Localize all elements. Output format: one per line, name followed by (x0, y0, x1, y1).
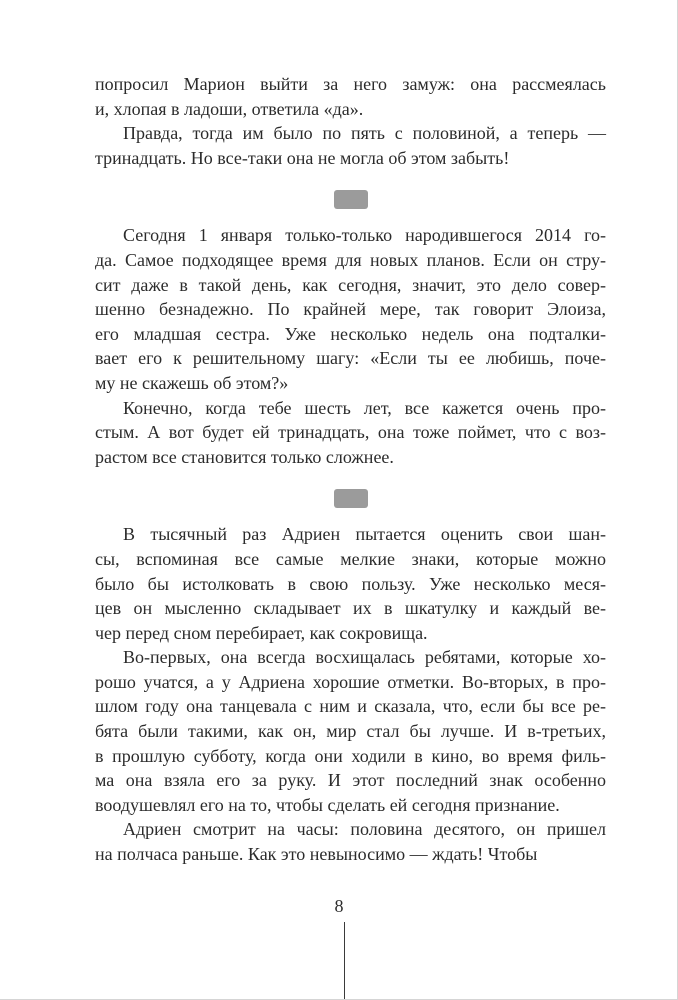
text-line: на полчаса раньше. Как это невыносимо — ждать! Чтобы (95, 844, 538, 865)
text-line: в прошлую субботу, когда они ходили в кино, во время филь- (95, 745, 606, 766)
text-line: стым. А вот будет ей тринадцать, она тоже поймет, что с воз- (95, 422, 606, 443)
paragraph (95, 72, 606, 121)
text-line: вает его к решительному шагу: «Если ты ее любишь, поче- (95, 348, 606, 369)
text-line: сит даже в такой день, как сегодня, значит, это дело совер- (95, 274, 606, 295)
text-line: Сегодня 1 января только-только народившегося 2014 го- (123, 225, 606, 246)
text-line: шлом году она танцевала с ним и сказала, что, если бы все ре- (95, 696, 606, 717)
paragraph (95, 396, 606, 470)
text-block (95, 72, 606, 867)
text-line: растом все становится только сложнее. (95, 446, 394, 467)
text-line: было бы истолковать в свою пользу. Уже несколько меся- (95, 573, 606, 594)
page-number: 8 (334, 896, 344, 916)
text-line: его младшая сестра. Уже несколько недель она подталки- (95, 323, 606, 344)
section-divider (334, 489, 368, 508)
paragraph (95, 817, 606, 866)
text-line: воодушевлял его на то, чтобы сделать ей сегодня признание. (95, 794, 560, 815)
text-line: чер перед сном перебирает, как сокровища. (95, 622, 428, 643)
text-line: шенно безнадежно. По крайней мере, так говорит Элоиза, (95, 299, 606, 320)
text-line: Во-первых, она всегда восхищалась ребятами, которые хо- (123, 647, 606, 668)
text-line: Конечно, когда тебе шесть лет, все кажется очень про- (123, 397, 606, 418)
text-line: Правда, тогда им было по пять с половиной, а теперь — (123, 123, 606, 144)
text-line: тринадцать. Но все-таки она не могла об этом забыть! (95, 147, 510, 168)
paragraph (95, 223, 606, 395)
paragraph (95, 121, 606, 170)
text-line: цев он мысленно складывает их в шкатулку и каждый ве- (95, 598, 606, 619)
text-line: Адриен смотрит на часы: половина десятого, он пришел (123, 819, 606, 840)
text-line: бята были такими, как он, мир стал бы лучше. И в-третьих, (95, 721, 606, 742)
text-line: ма она взяла его за руку. И этот последний знак особенно (95, 770, 606, 791)
paragraph (95, 522, 606, 645)
text-line: да. Самое подходящее время для новых планов. Если он стру- (95, 249, 606, 270)
text-line: рошо учатся, а у Адриена хорошие отметки. Во-вторых, в про- (95, 671, 606, 692)
text-line: попросил Марион выйти за него замуж: она рассмеялась (95, 74, 606, 94)
text-line: и, хлопая в ладоши, ответила «да». (95, 98, 364, 119)
text-line: му не скажешь об этом?» (95, 372, 289, 393)
text-line: сы, вспоминая все самые мелкие знаки, которые можно (95, 548, 606, 569)
section-divider (334, 190, 368, 209)
page-marker-line (344, 922, 345, 1000)
text-line: В тысячный раз Адриен пытается оценить свои шан- (123, 524, 606, 545)
paragraph (95, 645, 606, 817)
